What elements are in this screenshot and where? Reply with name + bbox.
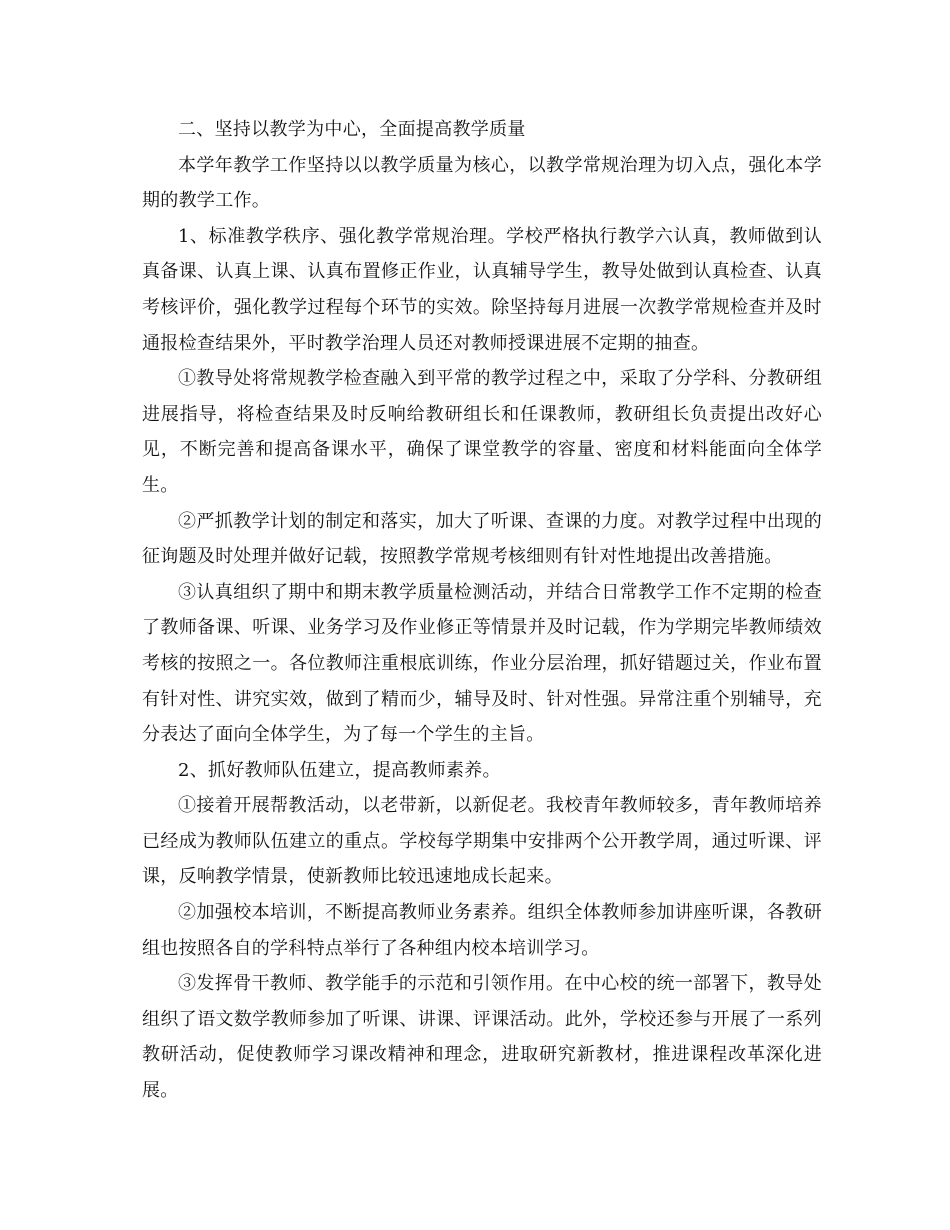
intro-paragraph: 本学年教学工作坚持以以教学质量为核心，以教学常规治理为切入点，强化本学期的教学工作。 — [142, 154, 822, 212]
item-5-paragraph: ②加强校本培训，不断提高教师业务素养。组织全体教师参加讲座听课，各教研组也按照各自的学科特点举行了各种组内校本培训学习。 — [142, 902, 822, 959]
document-body — [142, 112, 822, 1109]
item-4-paragraph: ①接着开展帮教活动，以老带新，以新促老。我校青年教师较多，青年教师培养已经成为教师队伍建立的重点。学校每学期集中安排两个公开教学周，通过听课、评课，反响教学情景，使新教师比较迅速地成长起来。 — [142, 795, 822, 888]
item-2-paragraph: ②严抓教学计划的制定和落实，加大了听课、查课的力度。对教学过程中出现的征询题及时处理并做好记载，按照教学常规考核细则有针对性地提出改善措施。 — [142, 510, 822, 568]
section-heading: 二、坚持以教学为中心，全面提高教学质量 — [178, 119, 526, 140]
item-6-paragraph: ③发挥骨干教师、教学能手的示范和引领作用。在中心校的统一部署下，教导处组织了语文数学教师参加了听课、讲课、评课活动。此外，学校还参与开展了一系列教研活动，促使教师学习课改精神和理念，进取研究新教材，推进课程改革深化进展。 — [142, 973, 822, 1102]
item-3-paragraph: ③认真组织了期中和期末教学质量检测活动，并结合日常教学工作不定期的检查了教师备课、听课、业务学习及作业修正等情景并及时记载，作为学期完毕教师绩效考核的按照之一。各位教师注重根底训练，作业分层治理，抓好错题过关，作业布置有针对性、讲究实效，做到了精而少，辅导及时、针对性强。异常注重个别辅导，充分表达了面向全体学生，为了每一个学生的主旨。 — [142, 581, 822, 746]
item-1-paragraph: ①教导处将常规教学检查融入到平常的教学过程之中，采取了分学科、分教研组进展指导，将检查结果及时反响给教研组长和任课教师，教研组长负责提出改好心见，不断完善和提高备课水平，确保了课堂教学的容量、密度和材料能面向全体学生。 — [142, 368, 822, 496]
subsection-2-heading: 2、抓好教师队伍建立，提高教师素养。 — [178, 759, 501, 781]
subsection-1-paragraph: 1、标准教学秩序、强化教学常规治理。学校严格执行教学六认真，教师做到认真备课、认真上课、认真布置修正作业，认真辅导学生，教导处做到认真检查、认真考核评价，强化教学过程每个环节的实效。除坚持每月进展一次教学常规检查并及时通报检查结果外，平时教学治理人员还对教师授课进展不定期的抽查。 — [142, 225, 822, 354]
